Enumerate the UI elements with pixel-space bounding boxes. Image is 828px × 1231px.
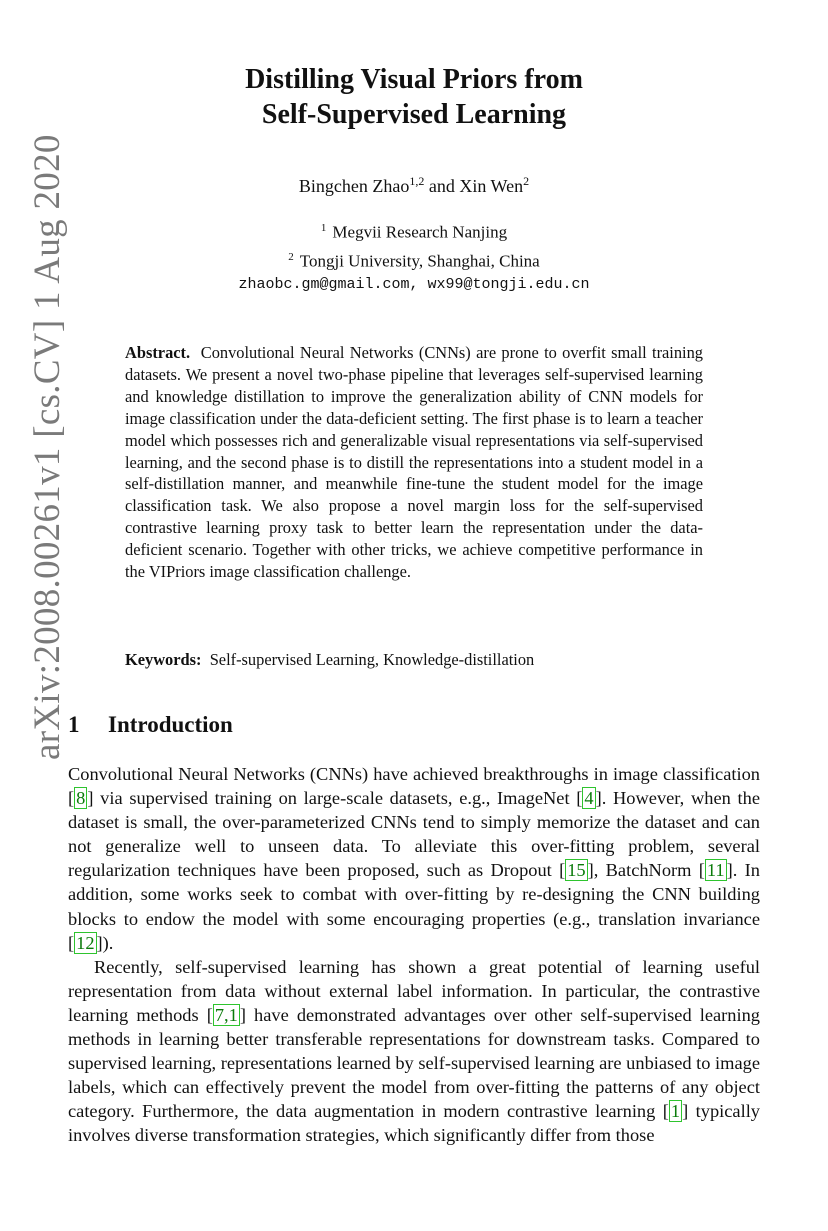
citation-link[interactable]: 11 <box>706 860 725 881</box>
citation-link[interactable]: 4 <box>584 788 594 809</box>
title-line-2: Self-Supervised Learning <box>261 99 567 130</box>
abstract <box>125 342 703 583</box>
citation-link[interactable]: 1 <box>670 1101 681 1122</box>
abstract-text: Convolutional Neural Networks (CNNs) are prone to overfit small training datasets. We present a novel two-phase pipeline that leverages self-supervised learning and knowledge distillation to improve the generalization ability of CNN models for image classification under the data-deficient setting. The first phase is to learn a teacher model which possesses rich and generalizable visual representations via self-supervised learning, and the second phase is to distill the representations into a student model in a self-distillation manner, and meanwhile fine-tune the student model for the image classification task. We also propose a novel margin loss for the self-supervised contrastive learning proxy task to better learn the representation under the data-deficient scenario. Together with other tricks, we achieve competitive performance in the VIPriors image classification challenge. <box>125 343 704 582</box>
p2-text-3: typically involves diverse transformation strategies, which significantly differ from those <box>68 1101 761 1146</box>
keywords-label: Keywords: <box>125 650 202 669</box>
body-text <box>68 762 760 1148</box>
affiliation-1-mark: 1 <box>320 222 327 234</box>
author-1: Bingchen Zhao <box>298 176 410 196</box>
author-2: Xin Wen <box>459 176 524 196</box>
citation-link[interactable]: 12 <box>76 932 95 953</box>
title-line-1: Distilling Visual Priors from <box>245 64 583 95</box>
author-list <box>0 174 828 197</box>
author-1-affil: 1,2 <box>409 174 425 188</box>
p1-text-4: , BatchNorm <box>593 860 699 881</box>
affiliation-2-mark: 2 <box>288 250 294 263</box>
section-title: Introduction <box>108 712 233 737</box>
p2-text-2: have demonstrated advantages over other self-supervised learning methods in learning better transferable representations for downstream tasks. Compared to supervised learning, representations learned by self-supervised learning are unbiased to image labels, which can effectively prevent the model from over-fitting the patterns of any object category. Furthermore, the data augmentation in modern contrastive learning <box>68 1004 760 1122</box>
p1-text-5: . In addition, some works seek to combat with over-fitting by re-designing the CNN building blocks to endow the model with some encouraging properties (e.g., translation invariance <box>68 860 760 929</box>
p1-text-1: Convolutional Neural Networks (CNNs) have achieved breakthroughs in image classification <box>68 764 760 784</box>
p1-text-3: . However, when the dataset is small, the over-parameterized CNNs tend to simply memorize the dataset and can not generalize well to unseen data. To alleviate this over-fitting problem, several regularization techniques have been proposed, such as Dropout <box>68 788 760 881</box>
citation-link[interactable]: 15 <box>567 860 586 881</box>
citation-link[interactable]: 7,1 <box>214 1004 238 1025</box>
affiliation-1-text: Megvii Research Nanjing <box>332 222 508 242</box>
paragraph-1: Convolutional Neural Networks (CNNs) have achieved breakthroughs in image classification [ 8 ] via supervised training on large-scale datasets, e.g., ImageNet [ 4 ]. However, when the dataset is small, the over-parameterized CNNs tend to simply memorize the dataset and can not generalize well to unseen data. To alleviate this over-fitting problem, several regularization techniques have been proposed, such as Dropout [ 15 ], BatchNorm [ 11 ]. In addition, some works seek to combat with over-fitting by re-designing the CNN building blocks to endow the model with some encouraging properties (e.g., translation invariance [ 12 ]). <box>68 764 760 953</box>
paper-title <box>0 62 828 132</box>
section-number: 1 <box>68 712 80 737</box>
keywords-text: Self-supervised Learning, Knowledge-distillation <box>209 650 535 669</box>
author-emails[interactable]: zhaobc.gm@gmail.com, wx99@tongji.edu.cn <box>238 276 590 294</box>
affiliation-2-text: Tongji University, Shanghai, China <box>299 251 540 271</box>
arxiv-watermark: arXiv:2008.00261v1 [cs.CV] 1 Aug 2020 <box>27 134 68 760</box>
citation-link[interactable]: 8 <box>76 788 86 809</box>
affiliation-2 <box>0 245 828 274</box>
keywords <box>125 649 703 671</box>
author-conjunction: and <box>428 176 455 196</box>
affiliations <box>0 216 828 297</box>
affiliation-1 <box>0 216 828 245</box>
p2-text-1: Recently, self-supervised learning has shown a great potential of learning useful representation from data without external label information. In particular, the contrastive learning methods <box>68 956 760 1025</box>
paragraph-2: Recently, self-supervised learning has shown a great potential of learning useful representation from data without external label information. In particular, the contrastive learning methods [ 7,1 ] have demonstrated advantages over other self-supervised learning methods in learning better transferable representations for downstream tasks. Compared to supervised learning, representations learned by self-supervised learning are unbiased to image labels, which can effectively prevent the model from over-fitting the patterns of any object category. Furthermore, the data augmentation in modern contrastive learning [ 1 ] typically involves diverse transformation strategies, which significantly differ from those <box>68 956 761 1146</box>
p1-text-2: via supervised training on large-scale datasets, e.g., ImageNet <box>93 788 577 809</box>
p1-text-6: ). <box>102 932 114 953</box>
section-heading <box>68 710 233 740</box>
author-2-affil: 2 <box>523 174 530 188</box>
abstract-label: Abstract. <box>125 343 191 362</box>
